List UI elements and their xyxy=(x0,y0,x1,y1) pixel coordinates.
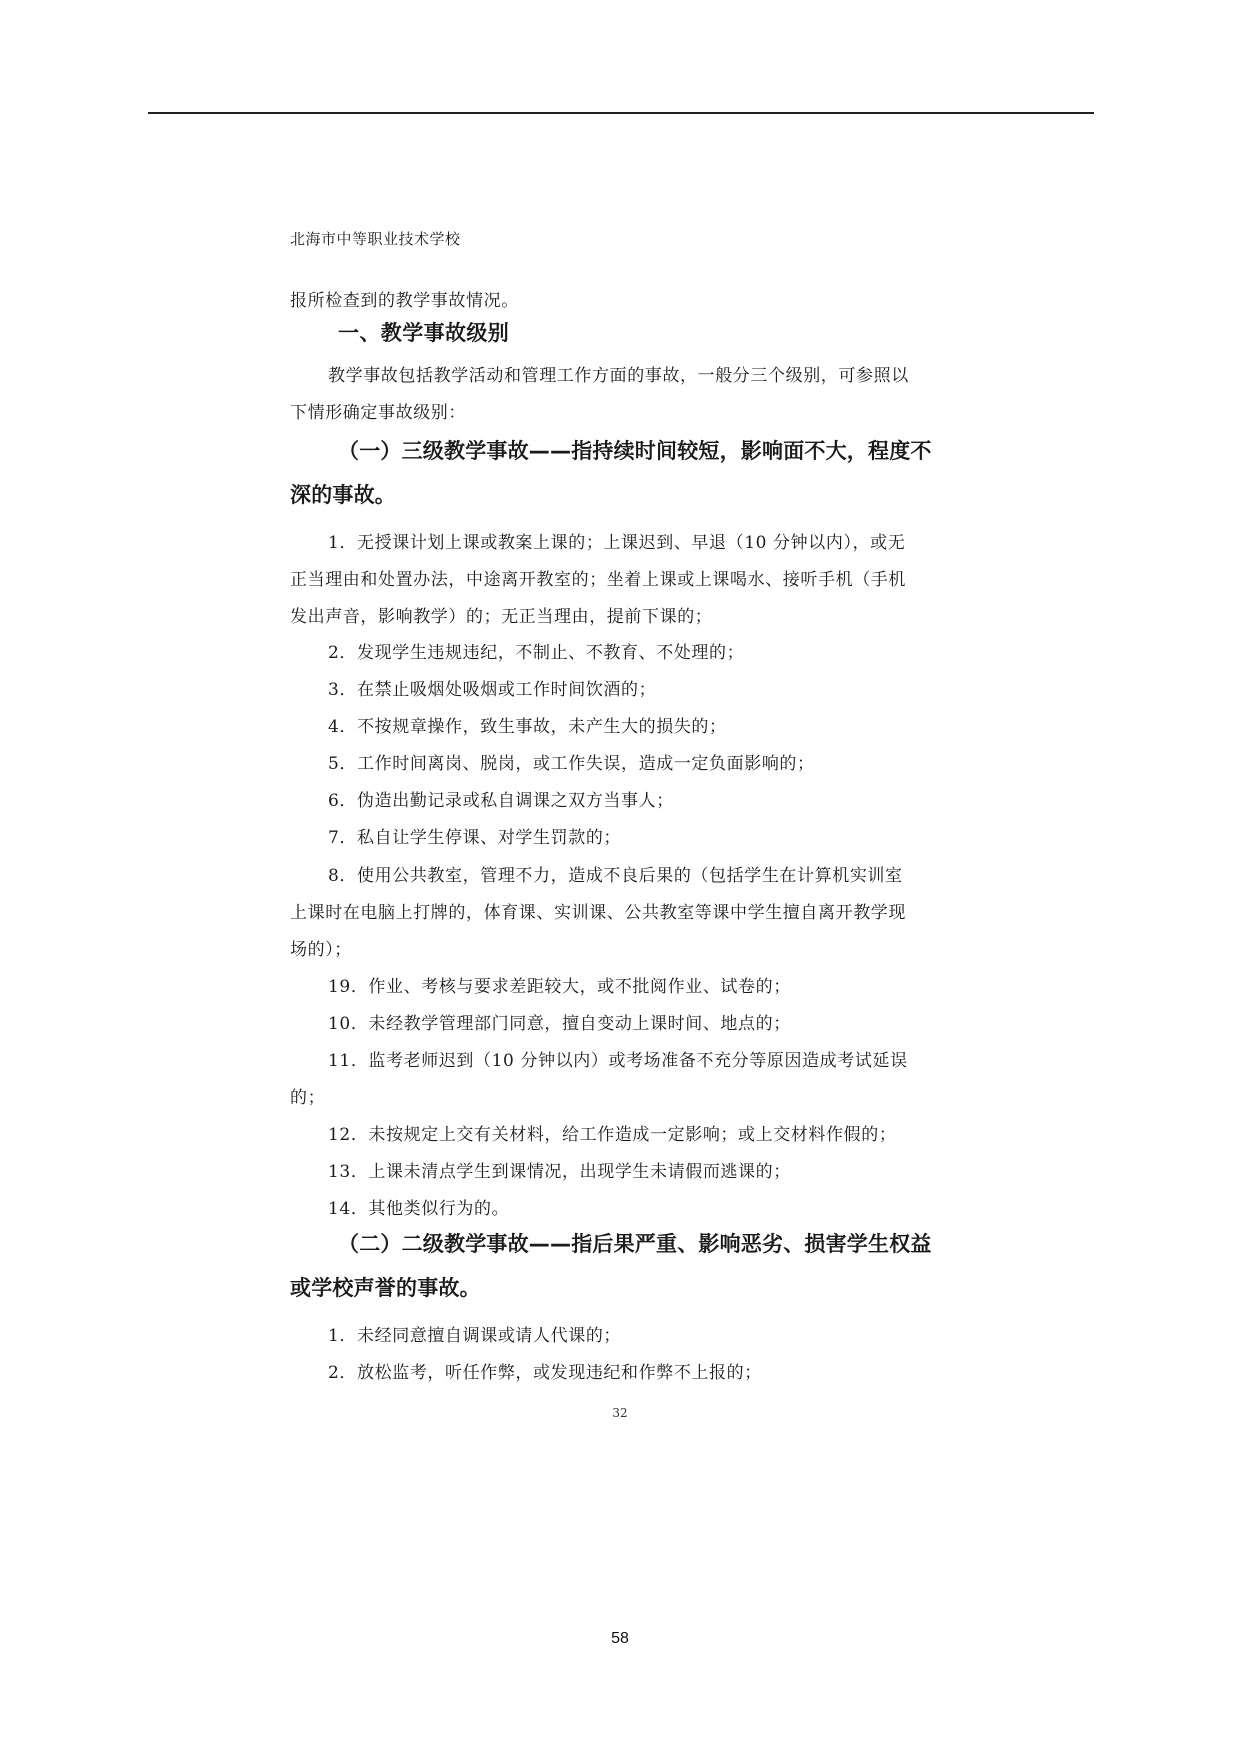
level3-item-4: 4．不按规章操作，致生事故，未产生大的损失的； xyxy=(328,717,727,737)
level3-item-8-line-1: 8．使用公共教室，管理不力，造成不良后果的（包括学生在计算机实训室 xyxy=(328,866,903,886)
level3-heading-line-2: 深的事故。 xyxy=(290,483,396,507)
level3-item-1-line-2: 正当理由和处置办法，中途离开教室的；坐着上课或上课喝水、接听手机（手机 xyxy=(290,570,906,590)
level3-item-9: 19．作业、考核与要求差距较大，或不批阅作业、试卷的； xyxy=(328,977,791,997)
level2-item-2: 2．放松监考，听任作弊，或发现违纪和作弊不上报的； xyxy=(328,1363,762,1383)
level3-item-13: 13．上课未清点学生到课情况，出现学生未请假而逃课的； xyxy=(328,1162,791,1182)
level3-item-8-line-3: 场的）； xyxy=(290,940,352,960)
level3-item-6: 6．伪造出勤记录或私自调课之双方当事人； xyxy=(328,791,674,811)
level3-item-5: 5．工作时间离岗、脱岗，或工作失误，造成一定负面影响的； xyxy=(328,754,815,774)
level2-heading-line-1: （二）二级教学事故——指后果严重、影响恶劣、损害学生权益 xyxy=(338,1232,932,1256)
level3-item-2: 2．发现学生违规违纪，不制止、不教育、不处理的； xyxy=(328,643,745,663)
level3-item-12: 12．未按规定上交有关材料，给工作造成一定影响；或上交材料作假的； xyxy=(328,1125,897,1145)
section-title: 一、教学事故级别 xyxy=(338,321,510,345)
continuation-text: 报所检查到的教学事故情况。 xyxy=(290,291,519,311)
intro-paragraph-line-2: 下情形确定事故级别： xyxy=(290,403,466,423)
level3-item-10: 10．未经教学管理部门同意，擅自变动上课时间、地点的； xyxy=(328,1014,791,1034)
level3-item-1-line-1: 1．无授课计划上课或教案上课的；上课迟到、早退（10 分钟以内），或无 xyxy=(328,533,906,553)
level3-item-11-line-2: 的； xyxy=(290,1088,326,1108)
school-name: 北海市中等职业技术学校 xyxy=(290,230,461,248)
level2-heading-line-2: 或学校声誉的事故。 xyxy=(290,1276,481,1300)
level3-item-8-line-2: 上课时在电脑上打牌的，体育课、实训课、公共教室等课中学生擅自离开教学现 xyxy=(290,903,906,923)
level3-item-3: 3．在禁止吸烟处吸烟或工作时间饮酒的； xyxy=(328,680,657,700)
level3-item-11-line-1: 11．监考老师迟到（10 分钟以内）或考场准备不充分等原因造成考试延误 xyxy=(328,1051,908,1071)
level3-item-7: 7．私自让学生停课、对学生罚款的； xyxy=(328,828,622,848)
page-number: 58 xyxy=(611,1630,629,1647)
level2-item-1: 1．未经同意擅自调课或请人代课的； xyxy=(328,1326,622,1346)
level3-heading-line-1: （一）三级教学事故——指持续时间较短，影响面不大，程度不 xyxy=(338,439,932,463)
level3-item-1-line-3: 发出声音，影响教学）的；无正当理由，提前下课的； xyxy=(290,607,713,627)
inner-page-number: 32 xyxy=(612,1406,628,1420)
header-rule xyxy=(148,112,1094,114)
intro-paragraph-line-1: 教学事故包括教学活动和管理工作方面的事故，一般分三个级别，可参照以 xyxy=(328,366,909,386)
level3-item-14: 14．其他类似行为的。 xyxy=(328,1199,510,1219)
